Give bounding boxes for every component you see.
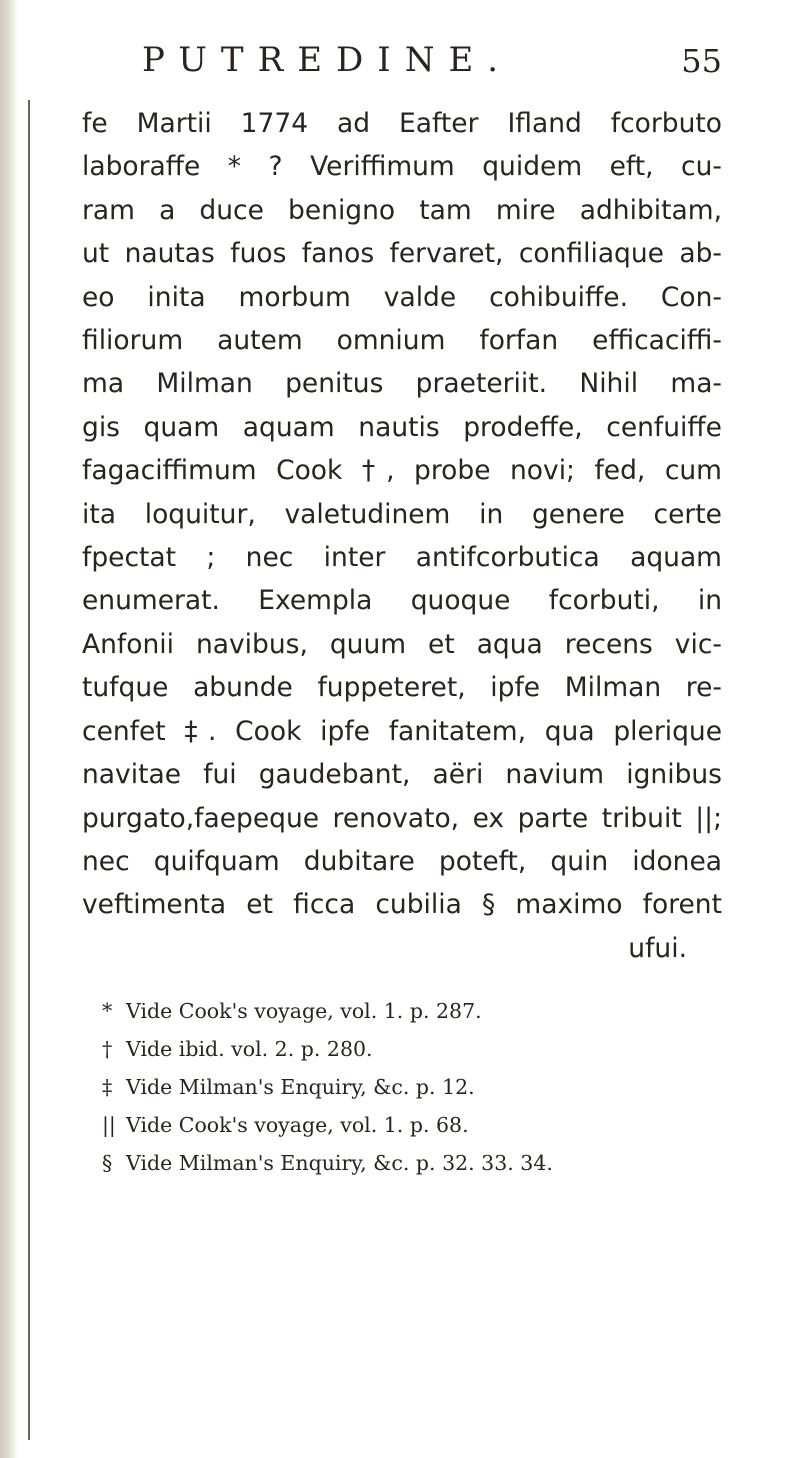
footnote-text: Vide Cook's voyage, vol. 1. p. 68. xyxy=(126,1113,469,1138)
footnote-mark: † xyxy=(102,1037,113,1062)
text-line-last: ufui. xyxy=(628,932,687,964)
text-line: enumerat. Exempla quoque fcorbuti, in xyxy=(82,585,722,617)
text-line: fpectat ; nec inter antifcorbutica aquam xyxy=(82,542,722,574)
text-line: nec quifquam dubitare poteft, quin idonea xyxy=(82,845,722,877)
text-line: cenfet ‡. Cook ipfe fanitatem, qua plerique xyxy=(82,715,722,747)
footnote-text: Vide Milman's Enquiry, &c. p. 12. xyxy=(126,1075,475,1100)
footnote-text: Vide Cook's voyage, vol. 1. p. 287. xyxy=(126,999,482,1024)
footnotes xyxy=(82,992,722,1182)
text-line: ma Milman penitus praeteriit. Nihil ma- xyxy=(82,368,722,400)
footnote-mark: ‡ xyxy=(102,1075,113,1100)
binding-edge-line xyxy=(28,100,30,1440)
footnote-mark: § xyxy=(102,1151,113,1176)
text-line: tufque abunde fuppeteret, ipfe Milman re- xyxy=(82,672,722,704)
text-line: veftimenta et ficca cubilia § maximo forent xyxy=(82,889,722,921)
text-line: ita loquitur, valetudinem in genere certe xyxy=(82,498,722,530)
text-line: navitae fui gaudebant, aëri navium ignibus xyxy=(82,759,722,791)
footnote-mark: || xyxy=(102,1113,116,1138)
text-line: eo inita morbum valde cohibuiffe. Con- xyxy=(82,281,722,313)
book-page xyxy=(82,40,722,1182)
text-line: purgato,faepeque renovato, ex parte tribuit ||; xyxy=(82,802,722,834)
text-line: Anfonii navibus, quum et aqua recens vic- xyxy=(82,628,722,660)
footnote xyxy=(102,1106,722,1144)
text-line: ut nautas fuos fanos fervaret, confiliaque ab- xyxy=(82,238,722,270)
text-line: laboraffe * ? Veriffimum quidem eft, cu- xyxy=(82,151,722,183)
running-title: PUTREDINE. xyxy=(142,40,513,80)
text-line: fe Martii 1774 ad Eafter Ifland fcorbuto xyxy=(82,108,722,139)
text-line: gis quam aquam nautis prodeffe, cenfuiffe xyxy=(82,411,722,443)
text-line: fagaciffimum Cook †, probe novi; fed, cum xyxy=(82,455,722,487)
text-line: ram a duce benigno tam mire adhibitam, xyxy=(82,194,722,226)
page-gutter-shadow xyxy=(0,0,18,1458)
text-line: filiorum autem omnium forfan efficaciffi- xyxy=(82,325,722,357)
footnote-text: Vide Milman's Enquiry, &c. p. 32. 33. 34. xyxy=(126,1151,553,1176)
footnote-text: Vide ibid. vol. 2. p. 280. xyxy=(126,1037,373,1062)
footnote xyxy=(102,1030,722,1068)
page-number: 55 xyxy=(681,42,722,80)
page-header xyxy=(82,40,722,102)
body-text xyxy=(82,102,722,970)
footnote-mark: * xyxy=(102,999,113,1024)
footnote xyxy=(102,1144,722,1182)
footnote xyxy=(102,992,722,1030)
footnote xyxy=(102,1068,722,1106)
